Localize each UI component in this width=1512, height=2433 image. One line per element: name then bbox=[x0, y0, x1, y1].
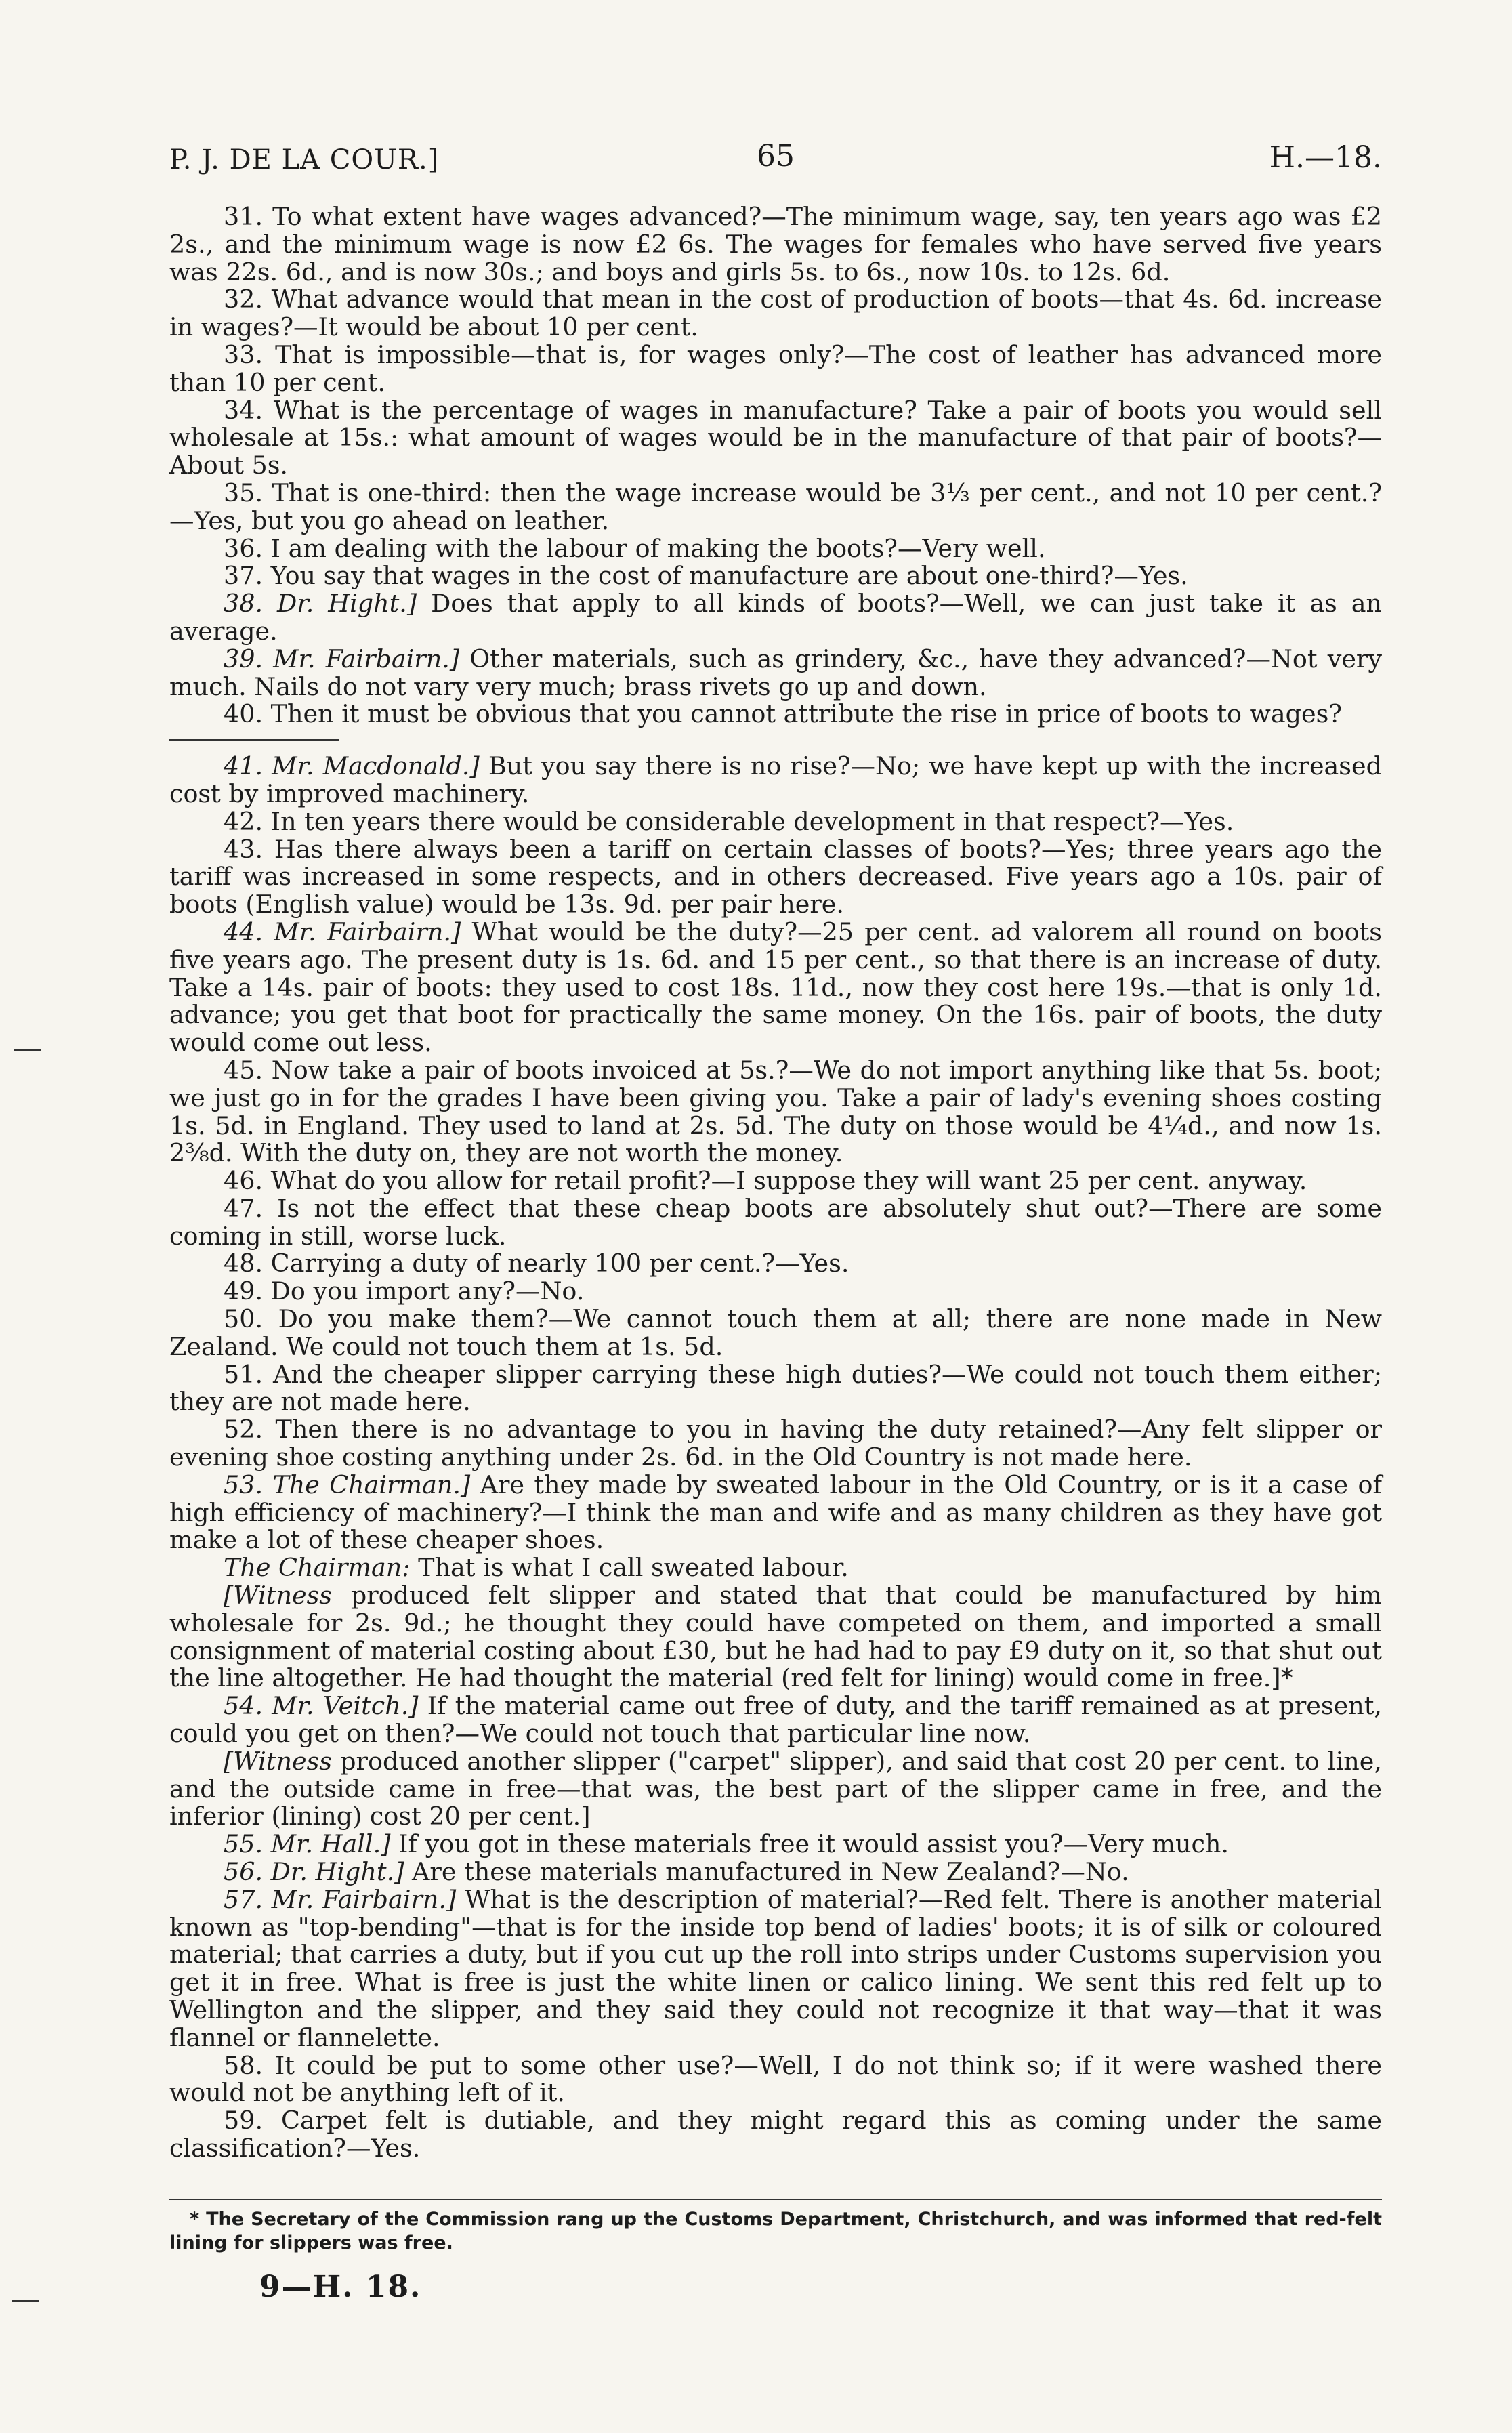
question-paragraph bbox=[169, 1416, 1382, 1472]
speaker-label: 38. Dr. Hight.] bbox=[224, 589, 417, 619]
paragraph-text: That is what I call sweated labour. bbox=[410, 1553, 849, 1583]
page-number: 65 bbox=[757, 139, 795, 173]
paragraph-text: 36. I am dealing with the labour of making the boots?—Very well. bbox=[224, 533, 1046, 563]
speaker-label: The Chairman: bbox=[224, 1553, 411, 1583]
paragraph-text: What is the description of material?—Red felt. There is another material known as "top-bending"—that is for the inside top bend of ladies' boots; it is of silk or coloured material; that carries a duty, but if you cut up the roll into strips under Customs supervision you get it in free. What is free is just the white linen or calico lining. We sent this red felt up to Wellington and the slipper, and they said they could not recognize it that way—that it was flannel or flannelette. bbox=[169, 1884, 1383, 2052]
speaker-label: 54. Mr. Veitch.] bbox=[224, 1691, 419, 1721]
paragraph-text: Other materials, such as grindery, &c., have they advanced?—Not very much. Nails do not vary very much; brass rivets go up and down. bbox=[169, 644, 1383, 701]
speaker-label: 39. Mr. Fairbairn.] bbox=[224, 644, 460, 673]
printer-signature-mark: 9—H. 18. bbox=[259, 2270, 422, 2304]
paragraph-text: 40. Then it must be obvious that you cannot attribute the rise in price of boots to wages? bbox=[224, 699, 1342, 729]
paragraph-text: 45. Now take a pair of boots invoiced at 5s.?—We do not import anything like that 5s. boot; we just go in for the grades I have been giving you. Take a pair of lady's evening shoes costing 1s. 5d. in England. They used to land at 2s. 5d. The duty on those would be 4¼d., and now 1s. 2⅜d. With the duty on, they are not worth the money. bbox=[169, 1055, 1382, 1168]
question-paragraph bbox=[169, 562, 1382, 590]
margin-mark bbox=[14, 1049, 41, 1051]
paragraph-text: 43. Has there always been a tariff on certain classes of boots?—Yes; three years ago the tariff was increased in some respects, and in others decreased. Five years ago a 10s. pair of boots (English value) would be 13s. 9d. per pair here. bbox=[169, 834, 1382, 919]
speaker-label: [Witness bbox=[224, 1581, 333, 1610]
paragraph-text: Are these materials manufactured in New Zealand?—No. bbox=[404, 1857, 1129, 1887]
paragraph-text: 34. What is the percentage of wages in manufacture? Take a pair of boots you would sell wholesale at 15s.: what amount of wages would be in the manufacture of that pair of boots?—About 5s. bbox=[169, 395, 1382, 480]
paragraph-text: 42. In ten years there would be considerable development in that respect?—Yes. bbox=[224, 806, 1234, 836]
question-paragraph bbox=[169, 1858, 1382, 1886]
question-paragraph bbox=[169, 590, 1382, 646]
question-paragraph bbox=[169, 1057, 1382, 1167]
question-paragraph bbox=[169, 1831, 1382, 1858]
paragraph-text: 37. You say that wages in the cost of manufacture are about one-third?—Yes. bbox=[224, 561, 1188, 591]
question-paragraph bbox=[169, 1167, 1382, 1195]
question-paragraph bbox=[169, 203, 1382, 286]
question-paragraph bbox=[169, 397, 1382, 480]
question-paragraph bbox=[169, 1692, 1382, 1748]
paragraph-text: 33. That is impossible—that is, for wages only?—The cost of leather has advanced more than 10 per cent. bbox=[169, 339, 1382, 397]
speaker-label: 57. Mr. Fairbairn.] bbox=[224, 1884, 457, 1914]
question-paragraph bbox=[169, 2052, 1382, 2108]
question-paragraph bbox=[169, 1472, 1382, 1554]
question-paragraph bbox=[169, 1748, 1382, 1831]
document-reference: H.—18. bbox=[1269, 140, 1382, 175]
speaker-label: 44. Mr. Fairbairn.] bbox=[224, 917, 461, 947]
question-paragraph bbox=[169, 919, 1382, 1057]
paragraph-text: Are they made by sweated labour in the Old Country, or is it a case of high efficiency of machinery?—I think the man and wife and as many children as they have got make a lot of these cheaper shoes. bbox=[169, 1470, 1382, 1555]
speaker-label: 53. The Chairman.] bbox=[224, 1470, 471, 1499]
paragraph-text: produced another slipper ("carpet" slipper), and said that cost 20 per cent. to line, and the outside came in free—that was, the best part of the slipper came in free, and the inferior (lining) cost 20 per cent.] bbox=[169, 1746, 1382, 1831]
question-paragraph bbox=[169, 1250, 1382, 1278]
paragraph-text: If the material came out free of duty, and the tariff remained as at present, could you get on then?—We could not touch that particular line now. bbox=[169, 1691, 1382, 1749]
question-paragraph bbox=[169, 1306, 1382, 1361]
question-paragraph bbox=[169, 341, 1382, 397]
question-paragraph bbox=[169, 1886, 1382, 2052]
paragraph-text: 58. It could be put to some other use?—Well, I do not think so; if it were washed there would not be anything left of it. bbox=[169, 2050, 1382, 2108]
question-paragraph bbox=[169, 1554, 1382, 1582]
question-paragraph bbox=[169, 286, 1382, 341]
paragraph-text: 49. Do you import any?—No. bbox=[224, 1276, 585, 1306]
paragraph-text: 46. What do you allow for retail profit?—I suppose they will want 25 per cent. anyway. bbox=[224, 1166, 1307, 1196]
question-paragraph bbox=[169, 480, 1382, 535]
question-paragraph bbox=[169, 1278, 1382, 1306]
paragraph-text: 59. Carpet felt is dutiable, and they might regard this as coming under the same classification?—Yes. bbox=[169, 2106, 1382, 2163]
question-paragraph bbox=[169, 1582, 1382, 1692]
question-paragraph bbox=[169, 2107, 1382, 2163]
paragraph-text: 50. Do you make them?—We cannot touch them at all; there are none made in New Zealand. We could not touch them at 1s. 5d. bbox=[169, 1304, 1382, 1361]
paragraph-text: 32. What advance would that mean in the cost of production of boots—that 4s. 6d. increase in wages?—It would be about 10 per cent. bbox=[169, 285, 1382, 342]
paragraph-text: But you say there is no rise?—No; we have kept up with the increased cost by improved machinery. bbox=[169, 751, 1382, 808]
margin-mark bbox=[12, 2300, 39, 2302]
question-paragraph bbox=[169, 753, 1382, 808]
paragraph-text: 35. That is one-third: then the wage increase would be 3⅓ per cent., and not 10 per cent.?—Yes, but you go ahead on leather. bbox=[169, 478, 1382, 535]
speaker-label: 55. Mr. Hall.] bbox=[224, 1829, 391, 1859]
paragraph-text: If you got in these materials free it would assist you?—Very much. bbox=[390, 1829, 1230, 1859]
footnote-divider bbox=[169, 2199, 1382, 2200]
paragraph-text: 51. And the cheaper slipper carrying these high duties?—We could not touch them either; they are not made here. bbox=[169, 1359, 1382, 1417]
witness-name-header: P. J. DE LA COUR.] bbox=[169, 144, 440, 175]
speaker-label: [Witness bbox=[224, 1746, 333, 1776]
paragraph-text: 48. Carrying a duty of nearly 100 per cent.?—Yes. bbox=[224, 1249, 849, 1278]
question-paragraph bbox=[169, 808, 1382, 836]
section-divider bbox=[169, 739, 339, 741]
evidence-body bbox=[169, 203, 1382, 2163]
paragraph-text: produced felt slipper and stated that that could be manufactured by him wholesale for 2s. 9d.; he thought they could have competed on them, and imported a small consignment of material costing about £30, but he had had to pay £9 duty on it, so that shut out the line altogether. He had thought the material (red felt for lining) would come in free.]* bbox=[169, 1581, 1382, 1693]
speaker-label: 56. Dr. Hight.] bbox=[224, 1857, 404, 1887]
footnote: * The Secretary of the Commission rang up the Customs Department, Christchurch, and was informed that red-felt lining for slippers was free. bbox=[169, 2209, 1382, 2253]
paragraph-text: 52. Then there is no advantage to you in having the duty retained?—Any felt slipper or evening shoe costing anything under 2s. 6d. in the Old Country is not made here. bbox=[169, 1415, 1382, 1472]
question-paragraph bbox=[169, 535, 1382, 563]
question-paragraph bbox=[169, 1361, 1382, 1417]
speaker-label: 41. Mr. Macdonald.] bbox=[224, 751, 480, 781]
question-paragraph bbox=[169, 646, 1382, 701]
question-paragraph bbox=[169, 1195, 1382, 1251]
page-header bbox=[169, 139, 1382, 180]
paragraph-text: What would be the duty?—25 per cent. ad valorem all round on boots five years ago. The present duty is 1s. 6d. and 15 per cent., so that there is an increase of duty. Take a 14s. pair of boots: they used to cost 18s. 11d., now they cost here 19s.—that is only 1d. advance; you get that boot for practically the same money. On the 16s. pair of boots, the duty would come out less. bbox=[169, 917, 1382, 1058]
paragraph-text: 47. Is not the effect that these cheap boots are absolutely shut out?—There are some coming in still, worse luck. bbox=[169, 1193, 1382, 1251]
paragraph-text: 31. To what extent have wages advanced?—The minimum wage, say, ten years ago was £2 2s., and the minimum wage is now £2 6s. The wages for females who have served five years was 22s. 6d., and is now 30s.; and boys and girls 5s. to 6s., now 10s. to 12s. 6d. bbox=[169, 202, 1382, 287]
question-paragraph bbox=[169, 701, 1382, 728]
paragraph-text: Does that apply to all kinds of boots?—Well, we can just take it as an average. bbox=[169, 589, 1382, 646]
question-paragraph bbox=[169, 836, 1382, 919]
